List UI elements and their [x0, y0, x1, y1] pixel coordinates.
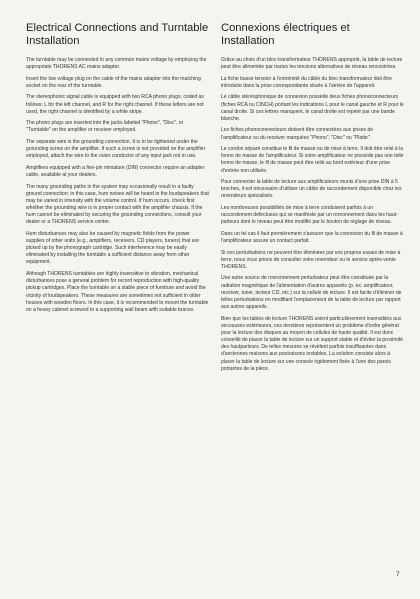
french-paragraph-plug: La fiche basse tension à l'extrémité du câble du bloc-transformateur doit être introduite dans la prise correspondante située à l'arrière de l'appareil.	[221, 75, 392, 89]
french-paragraph-din: Pour connecter la table de lecture aux amplificateurs munis d'une prise DIN à 5 broches, il est nécessaire d'utiliser un câble de raccordement disponible chez les revendeurs spécialisés.	[221, 179, 402, 200]
english-paragraph-hum: The many grounding paths in the system may occasionally result in a faulty ground connection; in this case, hum noises will be heard in the loudspeakers that may be varied in intensity with the volume control. If hum occurs, check first whether the grounding wire is in proper contact with the amplifier chassis. If the hum cannot be eliminated by securing the grounding connections, consult your dealer or a THORENS service center.	[26, 183, 209, 226]
french-paragraph-service: Si ces perturbations ne peuvent être éliminées par vos propres essais de mise à terre, nous vous prions de consulter votre revendeur ou le service après-vente THORENS.	[221, 249, 401, 270]
french-paragraph-magnetic: Une autre source de ronronnement perturbateur peut être constituée par la radiation magnétique de l'alimentation d'autres appareils (p. ex. amplificateur, receiver, tuner, lecteur CD, etc.) sur la cellule de lecture. Il est facile d'éliminer de telles perturbations en modifiant l'emplacement de la table de lecture par rapport aux autres appareils.	[221, 275, 402, 311]
english-section-title: Electrical Connections and Turntable Installation	[26, 22, 209, 47]
english-paragraph-mains: The turntable may be connected to any common mains voltage by employing the appropriate THORENS AC mains adapter.	[26, 57, 207, 71]
french-paragraph-grounding: Le cordon séparé constitue le fil de masse ou de mise à terre. Il doit être relié à la borne de masse de l'amplificateur. Si votre amplificateur ne possède pas une telle borne de masse, le fil de masse peut être relié au bord extérieur d'une prise d'entrée non utilisée.	[221, 146, 404, 174]
page-number: 7	[396, 571, 400, 578]
french-paragraph-hum: Les nombreuses possibilités de mise à terre conduisent parfois à un raccordement défectueux qui se manifeste par un ronronnement dans les haut-parleurs dont le niveau peut être modifié par le bouton de réglage de niveau.	[221, 205, 398, 226]
french-paragraph-phono-jacks: Les fiches phonoconnecteurs doivent être connectées aux prises de l'amplificateur ou du receiver marquées "Phono", "Disc" ou "Platte".	[221, 127, 374, 141]
french-paragraph-mains: Grâce au choix d'un bloc-transformateur THORENS approprié, la table de lecture peut être alimentée par toutes les tensions alternatives de réseau rencontrées.	[221, 57, 403, 71]
english-paragraph-phono-jacks: The phono plugs are inserted into the jacks labeled "Phono", "Disc", or "Turntable" on the amplifier or receiver employed.	[26, 120, 184, 134]
english-paragraph-plug: Insert the low voltage plug on the cable of the mains adapter into the matching socket on the rear of the turntable.	[26, 75, 201, 89]
french-paragraph-vibration: Bien que les tables de lecture THORENS soient particulièrement insensibles aux secousses extérieures, ces dernières représentent un problème d'ordre général pour la lecture des disques au moyen de cellules de haute qualité. Il est donc conseillé de placer la table de lecture sur un support stable et d'éviter la proximité des hautparleurs. De telles mesures se révèlent parfois insuffisantes dans d'anciennes maisons aux poutraisons instables. La solution consiste alors à placer la table de lecture sur une console rigidement fixée à l'une des parois portantes de la pièce.	[221, 315, 403, 372]
english-column	[26, 22, 209, 318]
french-column	[221, 22, 404, 377]
english-paragraph-magnetic: Hum disturbances may also be caused by magnetic fields from the power supplies of other units (e.g., amplifiers, receivers, CD players, tuners) that are picked up by the phonograph cartridge. Such interference may be easily eliminated by installing the turntable a sufficient distance away from other equipment.	[26, 230, 200, 266]
english-paragraph-signal-cable: The stereophonic signal cable is equipped with two RCA phono plugs, coded as follows: L for the left channel, and R for the right channel. If these letters are not used, the right channel is identified by a white stripe.	[26, 94, 204, 115]
french-paragraph-ground-check: Dans un tel cas il faut premièrement s'assurer que la connexion du fil de masse à l'amplificateur assure un contact parfait.	[221, 230, 403, 245]
french-paragraph-signal-cable: Le câble stéréophonique de connexion possède deux fiches phonoconnecteurs (fiches RCA ou CINCH) portant les indications L pour le canal gauche et R pour le canal droite. Si ces lettres manquent, le canal droite est repéré par une bande blanche.	[221, 94, 404, 122]
english-paragraph-grounding: The separate wire is the grounding connection. It is to be tightened under the grounding screw on the amplifier. If such a screw is not provided on the amplifier employed, attach the wire to the outer conductor of any input jack not in use.	[26, 138, 206, 160]
english-paragraph-din: Amplifiers equipped with a five-pin miniature (DIN) connector require an adapter cable, available at your dealers.	[26, 164, 205, 178]
french-section-title: Connexions électriques et Installation	[221, 22, 350, 47]
english-paragraph-vibration: Although THORENS turntables are highly insensitive to vibration, mechanical disturbances pose a general problem for record reproduction with high-quality pickup cartridges. Place the turntable on a stable piece of furniture and avoid the vicinity of loudspeakers. These measures are sometimes not sufficient in older houses with wooden floors. In this case, it is recommended to mount the turntable on a heavy cabinet screwed to a supporting wall beam with suitable braces.	[26, 271, 209, 313]
